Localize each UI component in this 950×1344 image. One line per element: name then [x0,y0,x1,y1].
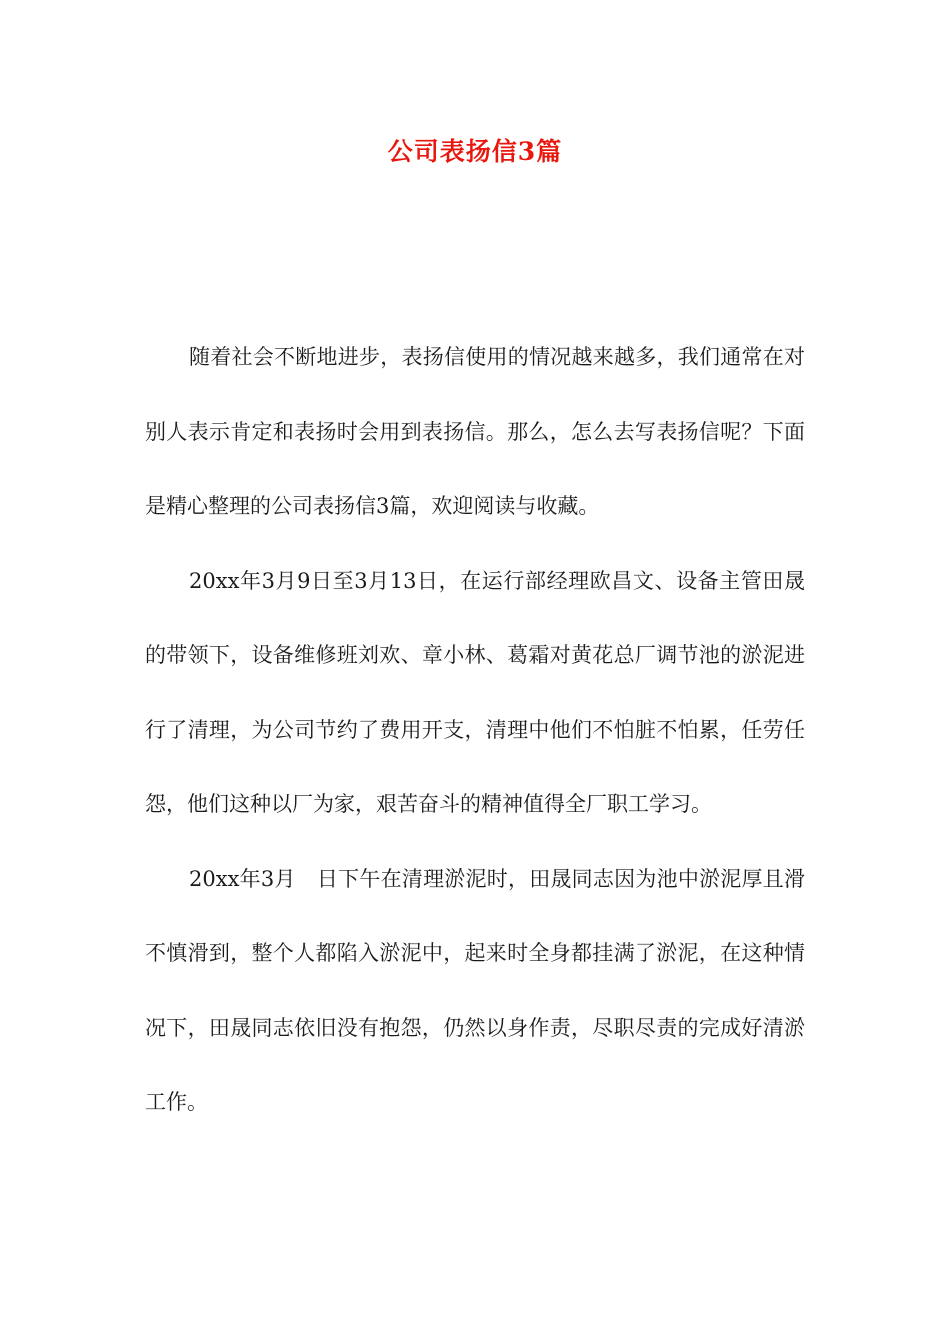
paragraph-cleanup-team: 20xx年3月9日至3月13日，在运行部经理欧昌文、设备主管田晟的带领下，设备维修班刘欢、章小林、葛霜对黄花总厂调节池的淤泥进行了清理，为公司节约了费用开支，清理中他们不怕脏不怕累，任劳任怨，他们这种以厂为家，艰苦奋斗的精神值得全厂职工学习。 [145,568,805,816]
document-title: 公司表扬信3篇 [387,137,563,166]
paragraph-tian-sheng: 20xx年3月 日下午在清理淤泥时，田晟同志因为池中淤泥厚且滑不慎滑到，整个人都陷入淤泥中，起来时全身都挂满了淤泥，在这种情况下，田晟同志依旧没有抱怨，仍然以身作责，尽职尽责的完成好清淤工作。 [145,866,805,1114]
paragraph-intro: 随着社会不断地进步，表扬信使用的情况越来越多，我们通常在对别人表示肯定和表扬时会用到表扬信。那么，怎么去写表扬信呢？下面是精心整理的公司表扬信3篇，欢迎阅读与收藏。 [145,345,805,518]
document-body [145,320,805,1140]
